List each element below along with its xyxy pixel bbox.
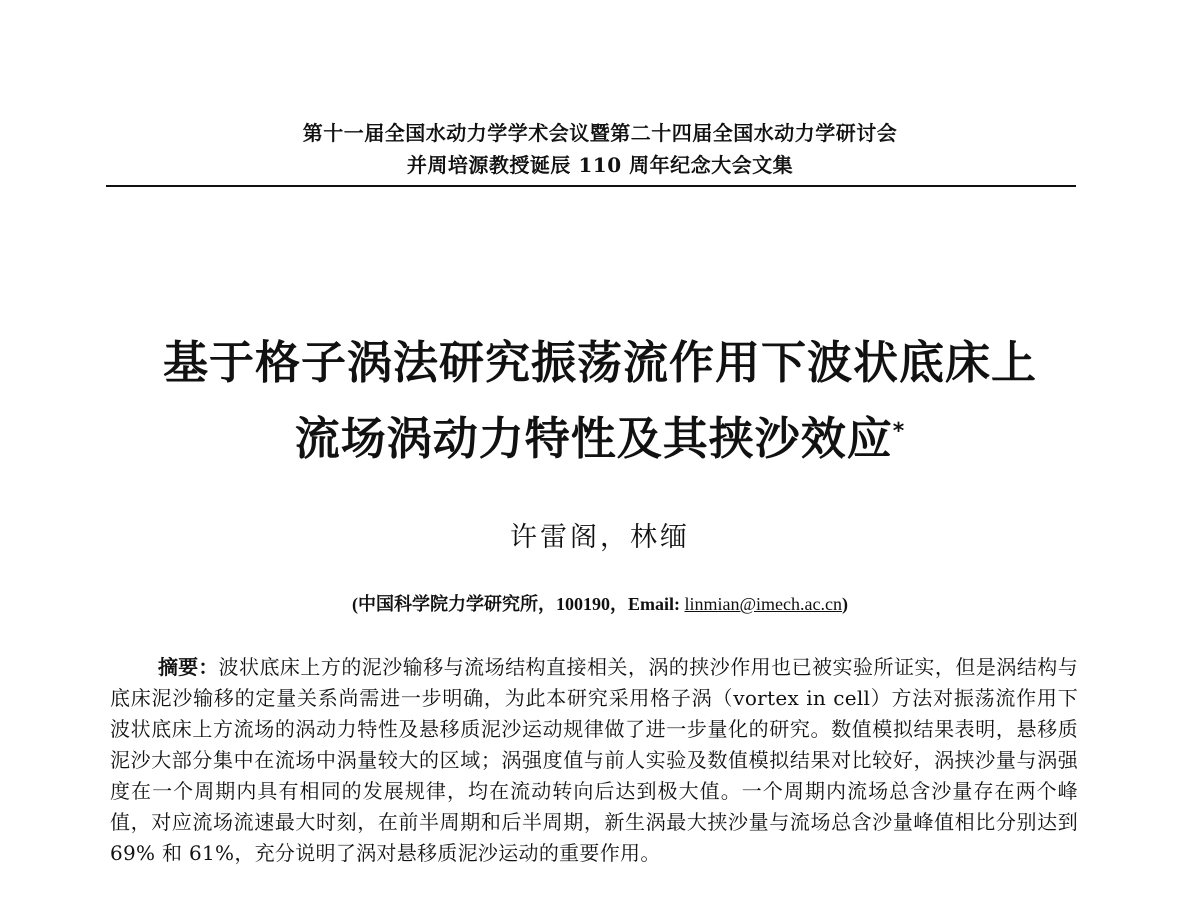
author-list: 许雷阁，林缅 (510, 522, 690, 553)
title-line-2-text: 流场涡动力特性及其挟沙效应 (294, 412, 893, 465)
email-link[interactable]: linmian@imech.ac.cn (684, 594, 843, 614)
header-line-2: 并周培源教授诞辰 110 周年纪念大会文集 (406, 153, 794, 177)
header-divider (106, 185, 1076, 187)
affiliation (0, 590, 1200, 616)
abstract-label: 摘要： (158, 655, 219, 679)
paper-title (0, 325, 1200, 477)
abstract (110, 652, 1078, 869)
proceedings-header (0, 117, 1200, 181)
header-line-1: 第十一届全国水动力学学术会议暨第二十四届全国水动力学研讨会 (302, 121, 898, 145)
affiliation-suffix: ) (842, 594, 849, 614)
affiliation-prefix: (中国科学院力学研究所，100190，Email: (351, 594, 685, 614)
title-footnote-mark: * (892, 419, 906, 444)
abstract-text: 波状底床上方的泥沙输移与流场结构直接相关，涡的挟沙作用也已被实验所证实，但是涡结构与底床泥沙输移的定量关系尚需进一步明确，为此本研究采用格子涡（vortex in cell）方法对振荡流作用下波状底床上方流场的涡动力特性及悬移质泥沙运动规律做了进一步量化的研究。数值模拟结果表明，悬移质泥沙大部分集中在流场中涡量较大的区域；涡强度值与前人实验及数值模拟结果对比较好，涡挟沙量与涡强度在一个周期内具有相同的发展规律，均在流动转向后达到极大值。一个周期内流场总含沙量存在两个峰值，对应流场流速最大时刻，在前半周期和后半周期，新生涡最大挟沙量与流场总含沙量峰值相比分别达到 69% 和 61%，充分说明了涡对悬移质泥沙运动的重要作用。 (110, 655, 1079, 865)
title-line-2 (0, 401, 1200, 477)
title-line-1: 基于格子涡法研究振荡流作用下波状底床上 (162, 336, 1037, 389)
